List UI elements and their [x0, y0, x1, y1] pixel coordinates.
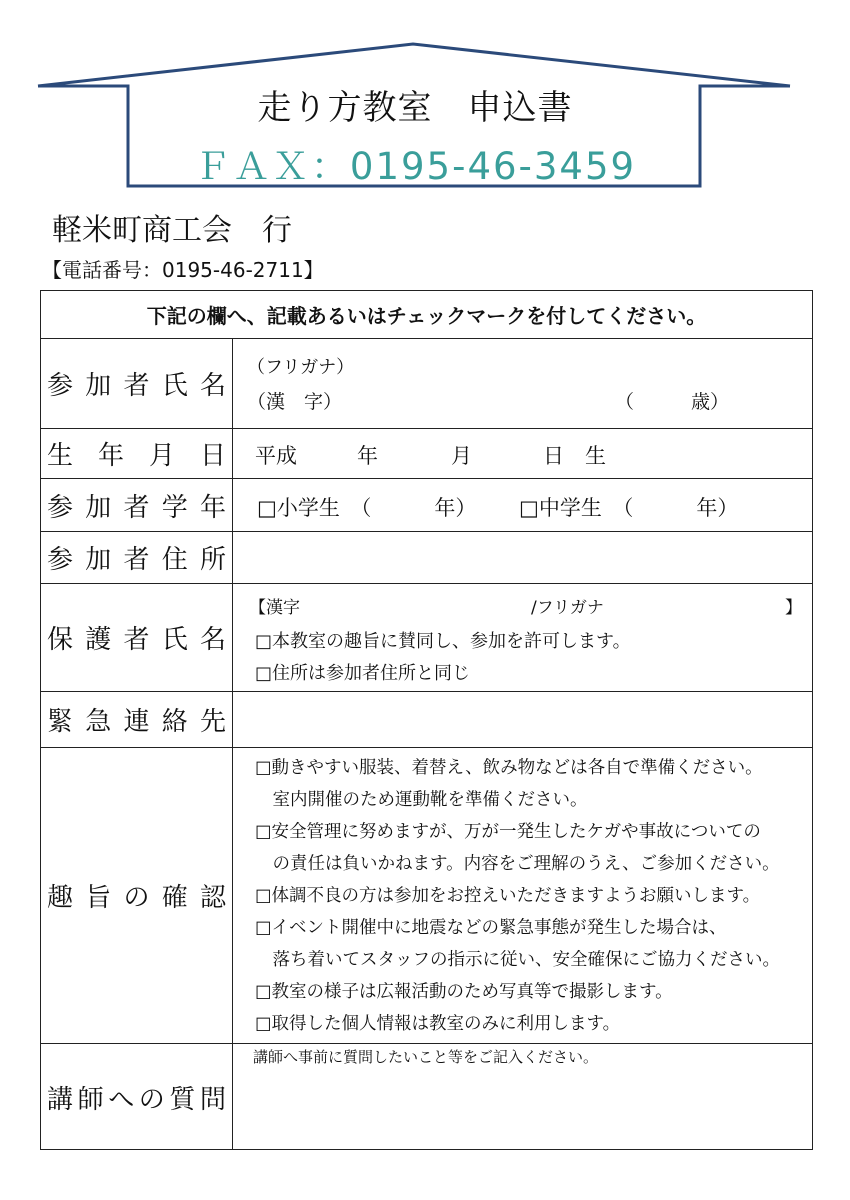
form-instruction: 下記の欄へ、記載あるいはチェックマークを付してください。 [41, 291, 812, 339]
label-birthdate: 生年月日 [47, 441, 226, 471]
year-label: 年 [357, 444, 378, 468]
confirmation-line[interactable]: □体調不良の方は参加をお控えいただきますようお願いします。 [255, 886, 761, 906]
confirmation-line[interactable]: □取得した個人情報は教室のみに利用します。 [255, 1014, 621, 1034]
row-confirmation [41, 748, 812, 1044]
row-birthdate [41, 429, 812, 479]
confirmation-line[interactable]: □教室の様子は広報活動のため写真等で撮影します。 [255, 982, 673, 1002]
row-emergency [41, 692, 812, 748]
address-field[interactable] [233, 532, 812, 583]
form-title: 走り方教室 申込書 [257, 88, 573, 128]
label-emergency: 緊急連絡先 [47, 707, 226, 737]
row-guardian [41, 584, 812, 692]
day-label: 日 [543, 444, 564, 468]
elementary-checkbox[interactable]: □小学生 （ 年） [257, 496, 477, 520]
month-label: 月 [451, 444, 472, 468]
addressee: 軽米町商工会 行 [52, 213, 292, 248]
guardian-bracket-close: 】 [785, 598, 802, 618]
row-questions [41, 1044, 812, 1150]
confirmation-line: 落ち着いてスタッフの指示に従い、安全確保にご協力ください。 [255, 950, 780, 970]
label-confirmation: 趣旨の確認 [47, 883, 226, 913]
born-label: 生 [585, 444, 606, 468]
fax-number: ＦＡＸ：0195-46-3459 [193, 145, 637, 188]
birthdate-field[interactable] [233, 429, 812, 478]
label-address: 参加者住所 [47, 545, 226, 575]
row-address [41, 532, 812, 584]
participant-name-field[interactable] [233, 339, 812, 428]
guardian-furigana-label: /フリガナ [531, 598, 604, 618]
confirmation-line: 室内開催のため運動靴を準備ください。 [255, 790, 588, 810]
label-participant-name: 参加者氏名 [47, 371, 226, 401]
junior-high-checkbox[interactable]: □中学生 （ 年） [519, 496, 739, 520]
phone-number: 【電話番号：0195-46-2711】 [42, 258, 324, 282]
label-questions: 講師への質問 [47, 1084, 226, 1115]
emergency-field[interactable] [233, 692, 812, 747]
application-form [40, 290, 813, 1150]
same-address-checkbox[interactable]: □住所は参加者住所と同じ [255, 663, 471, 684]
confirmation-line[interactable]: □動きやすい服装、着替え、飲み物などは各自で準備ください。 [255, 758, 763, 778]
label-guardian: 保護者氏名 [47, 625, 226, 655]
confirmation-line[interactable]: □イベント開催中に地震などの緊急事態が発生した場合は、 [255, 918, 727, 938]
guardian-field[interactable] [233, 584, 812, 691]
questions-hint: 講師へ事前に質問したいこと等をご記入ください。 [253, 1048, 599, 1066]
confirmation-line: の責任は負いかねます。内容をご理解のうえ、ご参加ください。 [255, 854, 780, 874]
row-grade [41, 479, 812, 532]
age-label: （ 歳） [615, 391, 730, 413]
furigana-label: （フリガナ） [247, 357, 355, 378]
row-participant-name [41, 339, 812, 429]
confirmation-line[interactable]: □安全管理に努めますが、万が一発生したケガや事故についての [255, 822, 761, 842]
label-grade: 参加者学年 [47, 492, 226, 523]
kanji-label: （漢 字） [247, 391, 343, 413]
consent-checkbox[interactable]: □本教室の趣旨に賛同し、参加を許可します。 [255, 631, 631, 652]
era-label: 平成 [255, 444, 297, 468]
questions-field[interactable] [233, 1044, 812, 1150]
guardian-kanji-label: 【漢字 [249, 598, 300, 618]
